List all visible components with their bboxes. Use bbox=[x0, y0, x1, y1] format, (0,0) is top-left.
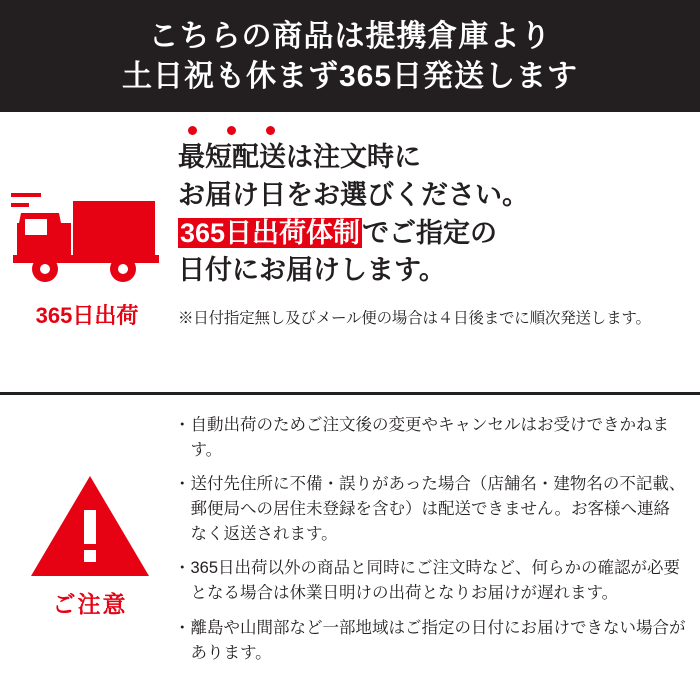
banner-header bbox=[0, 0, 700, 112]
list-item-text: 365日出荷以外の商品と同時にご注文時など、何らかの確認が必要となる場合は休業日明けの出荷となりお届けが遅れます。 bbox=[190, 559, 681, 603]
decorative-dots bbox=[188, 126, 686, 135]
bullet-mark: ・ bbox=[174, 416, 191, 434]
dot-3 bbox=[266, 126, 275, 135]
dot-1 bbox=[188, 126, 197, 135]
warning-triangle-icon bbox=[27, 470, 153, 582]
list-item bbox=[174, 616, 686, 666]
delivery-truck-icon bbox=[11, 183, 163, 293]
delivery-text-block bbox=[174, 112, 700, 392]
delivery-icon-block bbox=[0, 112, 174, 392]
delivery-line-1: 最短配送は注文時に bbox=[178, 142, 421, 172]
bullet-mark: ・ bbox=[174, 559, 191, 578]
caution-list bbox=[174, 409, 686, 692]
header-line-2: 土日祝も休まず365日発送します bbox=[121, 60, 579, 93]
caution-caption: ご注意 bbox=[52, 591, 128, 617]
list-item bbox=[174, 472, 686, 547]
bullet-mark: ・ bbox=[174, 618, 191, 637]
delivery-line-3 bbox=[178, 215, 686, 253]
caution-section bbox=[0, 395, 700, 700]
caution-icon-block bbox=[6, 409, 174, 692]
list-item-text: 自動出荷のためご注文後の変更やキャンセルはお受けできかねます。 bbox=[190, 416, 669, 460]
list-item bbox=[174, 556, 686, 606]
header-line-1: こちらの商品は提携倉庫より bbox=[148, 19, 552, 53]
delivery-note: ※日付指定無し及びメール便の場合は４日後までに順次発送します。 bbox=[178, 310, 651, 328]
delivery-section bbox=[0, 112, 700, 395]
list-item bbox=[174, 413, 686, 463]
list-item-text: 送付先住所に不備・誤りがあった場合（店舗名・建物名の不記載、郵便局への居住未登録を含む）は配送できません。お客様へ連絡なく返送されます。 bbox=[190, 475, 686, 544]
delivery-line-4: 日付にお届けします。 bbox=[178, 255, 446, 286]
delivery-line-3-rest: でご指定の bbox=[362, 217, 498, 248]
highlight-365-system: 365日出荷体制 bbox=[180, 217, 361, 248]
bullet-mark: ・ bbox=[174, 475, 191, 494]
dot-2 bbox=[227, 126, 236, 135]
delivery-line-2: お届け日をお選びください。 bbox=[178, 179, 529, 210]
list-item-text: 離島や山間部など一部地域はご指定の日付にお届けできない場合があります。 bbox=[190, 618, 686, 662]
delivery-icon-caption: 365日出荷 bbox=[35, 302, 139, 328]
